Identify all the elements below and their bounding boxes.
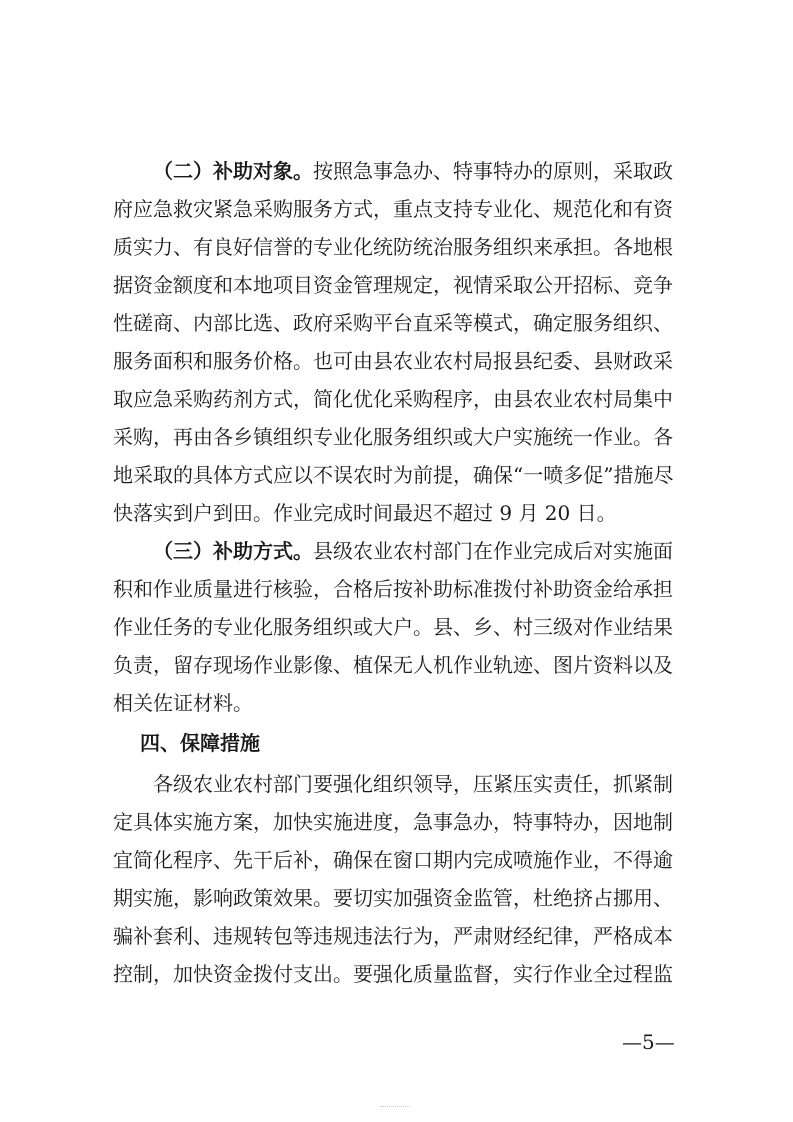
- section-3-line-5: 相关佐证材料。: [113, 691, 253, 715]
- section-2-line-9: 地采取的具体方式应以不误农时为前提，确保“一喷多促”措施尽: [113, 463, 674, 487]
- section-2-label: （二）补助对象。: [153, 159, 313, 183]
- section-4-line-4: 期实施，影响政策效果。要切实加强资金监管，杜绝挤占挪用、: [113, 886, 673, 910]
- section-2-line-3: 质实力、有良好信誉的专业化统防统治服务组织来承担。各地根: [113, 235, 673, 259]
- section-2-line-2: 府应急救灾紧急采购服务方式，重点支持专业化、规范化和有资: [113, 197, 673, 221]
- page-number: —5—: [622, 1030, 675, 1054]
- section-3-line-1: （三）补助方式。县级农业农村部门在作业完成后对实施面: [153, 539, 673, 563]
- section-3-label: （三）补助方式。: [153, 539, 313, 563]
- section-3-line-4: 负责，留存现场作业影像、植保无人机作业轨迹、图片资料以及: [113, 653, 673, 677]
- section-4-line-5: 骗补套利、违规转包等违规违法行为，严肃财经纪律，严格成本: [113, 924, 673, 948]
- section-4-line-2: 定具体实施方案，加快实施进度，急事急办，特事特办，因地制: [113, 810, 673, 834]
- section-4-heading: 四、保障措施: [140, 731, 260, 755]
- section-2-line-5: 性磋商、内部比选、政府采购平台直采等模式，确定服务组织、: [113, 311, 673, 335]
- section-4-line-6: 控制，加快资金拨付支出。要强化质量监督，实行作业全过程监: [113, 962, 673, 986]
- section-2-line-7: 取应急采购药剂方式，简化优化采购程序，由县农业农村局集中: [113, 387, 673, 411]
- section-3-line-3: 作业任务的专业化服务组织或大户。县、乡、村三级对作业结果: [113, 615, 673, 639]
- section-2-line-8: 采购，再由各乡镇组织专业化服务组织或大户实施统一作业。各: [113, 425, 673, 449]
- section-2-line-10: 快落实到户到田。作业完成时间最迟不超过 9 月 20 日。: [113, 501, 617, 525]
- section-4-line-1: 各级农业农村部门要强化组织领导，压紧压实责任，抓紧制: [153, 772, 673, 796]
- section-2-line-6: 服务面积和服务价格。也可由县农业农村局报县纪委、县财政采: [113, 349, 673, 373]
- section-2-line-1: （二）补助对象。按照急事急办、特事特办的原则，采取政: [153, 159, 673, 183]
- section-4-line-3: 宜简化程序、先干后补，确保在窗口期内完成喷施作业，不得逾: [113, 848, 673, 872]
- section-2-line-4: 据资金额度和本地项目资金管理规定，视情采取公开招标、竞争: [113, 273, 673, 297]
- scan-artifact: [380, 1106, 410, 1113]
- section-3-line-2: 积和作业质量进行核验，合格后按补助标准拨付补助资金给承担: [113, 577, 673, 601]
